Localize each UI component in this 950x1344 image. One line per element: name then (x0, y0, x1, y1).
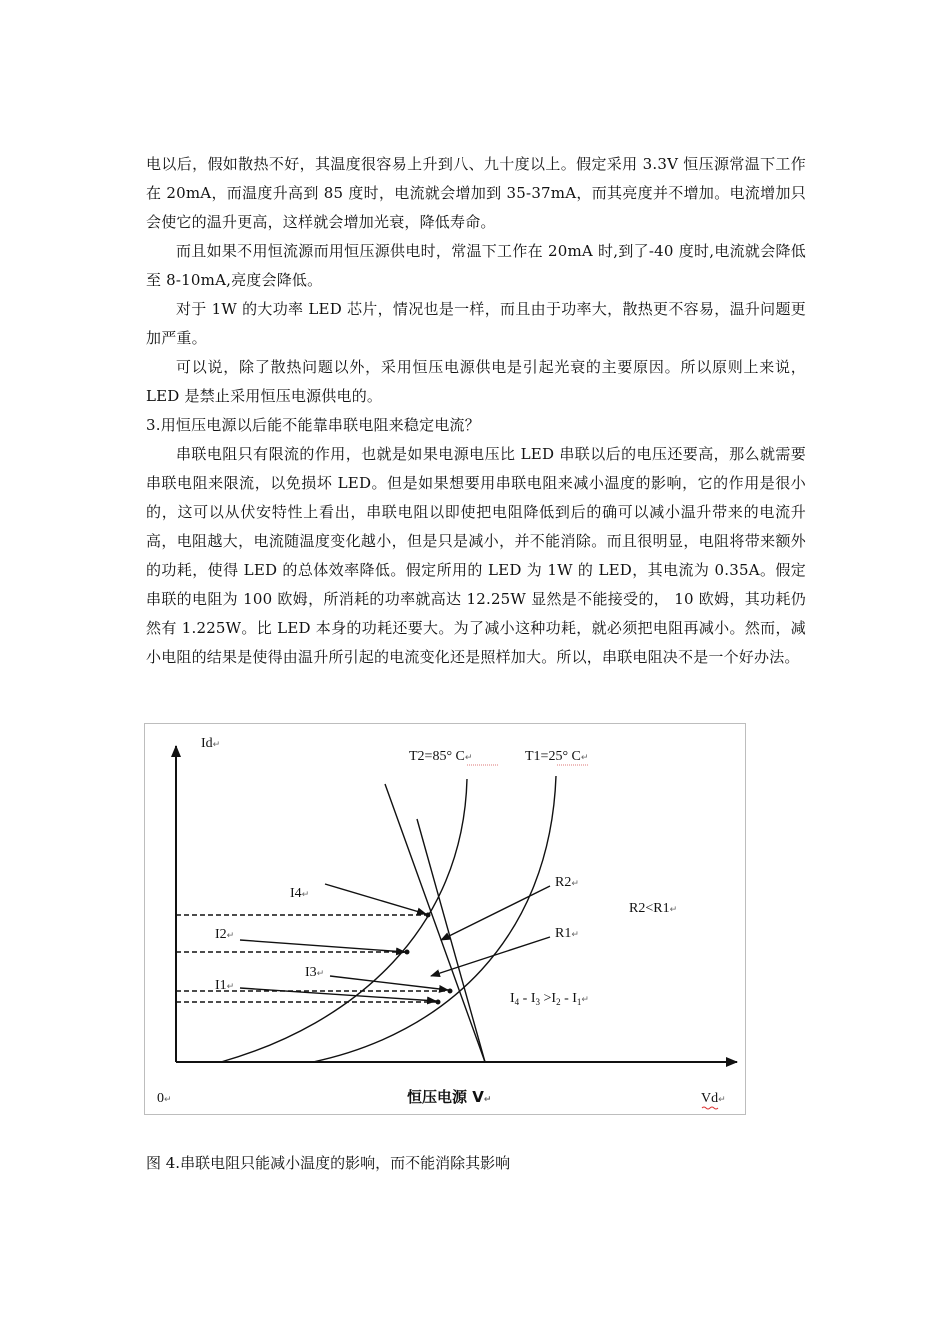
i2-label: I2↵ (215, 927, 235, 942)
paragraph-1: 电以后，假如散热不好，其温度很容易上升到八、九十度以上。假定采用 3.3V 恒压源常温下工作在 20mA，而温度升高到 85 度时，电流就会增加到 35-37mA，而其亮度并不增加。电流增加只会使它的温升更高，这样就会增加光衰，降低寿命。 (146, 155, 806, 231)
arrow-i3 (330, 976, 448, 990)
arrow-r1 (431, 937, 550, 976)
paragraph-2: 而且如果不用恒流源而用恒压源供电时，常温下工作在 20mA 时,到了-40 度时,电流就会降低至 8-10mA,亮度会降低。 (146, 242, 806, 289)
point-i4 (426, 913, 431, 918)
iv-characteristic-figure (144, 723, 746, 1115)
r-relation-label: R2<R1↵ (629, 901, 678, 916)
load-line-r2 (417, 819, 485, 1062)
point-i3 (448, 989, 453, 994)
current-formula: $I_4 - I_3 >I_2 - I_1^↵$ (510, 991, 589, 1007)
point-i2 (405, 950, 410, 955)
section-heading: 3.用恒压电源以后能不能靠串联电阻来稳定电流？ (146, 416, 480, 434)
x-center-label: 恒压电源 V↵ (407, 1088, 492, 1106)
curve-t2-85c (221, 779, 467, 1062)
figure-caption: 图 4.串联电阻只能减小温度的影响，而不能消除其影响 (146, 1154, 511, 1172)
vd-squiggle (702, 1107, 718, 1109)
r1-label: R1↵ (555, 926, 579, 941)
paragraph-5: 串联电阻只有限流的作用，也就是如果电源电压比 LED 串联以后的电压还要高，那么就需要串联电阻来限流，以免损坏 LED。但是如果想要用串联电阻来减小温度的影响，它的作用是很小的，这可以从伏安特性上看出，串联电阻以即使把电阻降低到后的确可以减小温升带来的电流升高，电阻越大，电流随温度变化越小，但是只是减小，并不能消除。而且很明显，电阻将带来额外的功耗，使得 LED 的总体效率降低。假定所用的 LED 为 1W 的 LED，其电流为 0.35A。假定串联的电阻为 100 欧姆，所消耗的功率就高达 12.25W 显然是不能接受的， 10 欧姆，其功耗仍然有 1.225W。比 LED 本身的功耗还要大。为了减小这种功耗，就必须把电阻再减小。然而，减小电阻的结果是使得由温升所引起的电流变化还是照样加大。所以，串联电阻决不是一个好办法。 (146, 445, 806, 666)
paragraph-4: 可以说，除了散热问题以外，采用恒压电源供电是引起光衰的主要原因。所以原则上来说，LED 是禁止采用恒压电源供电的。 (146, 358, 806, 405)
i4-label: I4↵ (290, 886, 310, 901)
i3-label: I3↵ (305, 965, 325, 980)
i1-label: I1↵ (215, 978, 235, 993)
body-text (146, 150, 806, 672)
iv-diagram (145, 724, 745, 1114)
arrow-r2 (441, 886, 550, 940)
load-line-r1 (385, 784, 485, 1062)
paragraph-3: 对于 1W 的大功率 LED 芯片，情况也是一样，而且由于功率大，散热更不容易，温升问题更加严重。 (146, 300, 806, 347)
x-axis-label: Vd↵ (701, 1091, 726, 1106)
origin-label: 0↵ (157, 1091, 172, 1106)
arrow-i4 (325, 884, 426, 914)
t2-curve-label: T2=85° C↵ (409, 749, 473, 764)
curve-t1-25c (313, 776, 556, 1062)
arrow-i1 (240, 988, 436, 1001)
r2-label: R2↵ (555, 875, 579, 890)
point-i1 (436, 1000, 441, 1005)
arrow-i2 (240, 940, 405, 952)
t1-curve-label: T1=25° C↵ (525, 749, 589, 764)
y-axis-label: Id↵ (201, 736, 221, 751)
